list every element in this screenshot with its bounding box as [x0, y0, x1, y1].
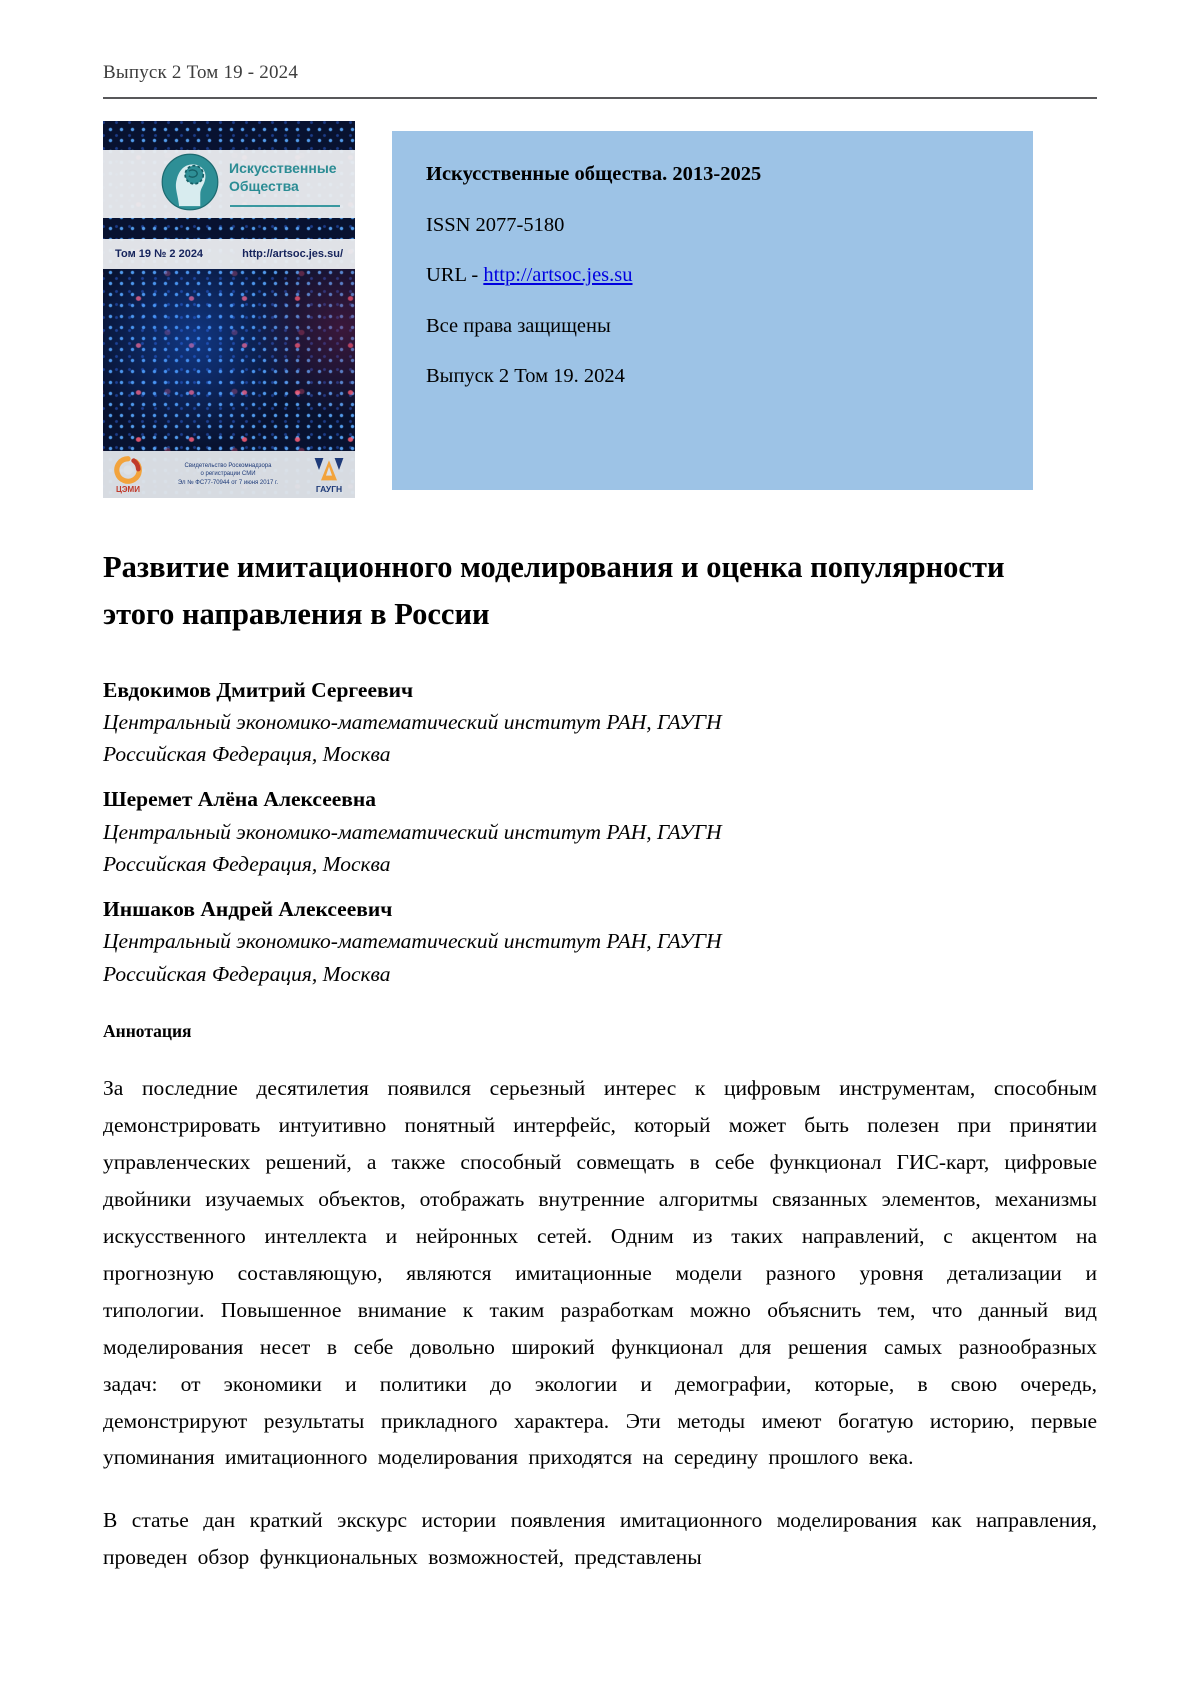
cover-volume-text: Том 19 № 2 2024 [115, 248, 204, 260]
gaugn-label: ГАУГН [315, 483, 343, 494]
author-name: Иншаков Андрей Алексеевич [103, 897, 393, 922]
journal-header-row [103, 121, 1097, 498]
cover-journal-name: Искусственные Общества [229, 160, 337, 195]
author-block [103, 783, 1097, 880]
journal-url-link[interactable]: http://artsoc.jes.su [483, 264, 633, 286]
journal-rights: Все права защищены [426, 314, 611, 337]
author-name: Евдокимов Дмитрий Сергеевич [103, 677, 414, 702]
author-block [103, 893, 1097, 990]
gaugn-logo-block [313, 456, 345, 494]
authors-section [103, 674, 1097, 990]
journal-info-box [392, 131, 1033, 490]
cemi-label: ЦЭМИ [116, 485, 140, 494]
article-title: Развитие имитационного моделирования и оценка популярности этого направления в России [103, 550, 1005, 632]
author-affiliation: Центральный экономико-математический институт РАН, ГАУГН [103, 709, 722, 734]
author-affiliation: Центральный экономико-математический институт РАН, ГАУГН [103, 929, 722, 954]
annotation-heading: Аннотация [103, 1020, 192, 1041]
author-location: Российская Федерация, Москва [103, 851, 391, 876]
cemi-logo-icon [113, 455, 143, 485]
registration-certificate-text: Свидетельство Роскомнадзора о регистрации СМИ Эл № ФС77-70944 от 7 июня 2017 г. [177, 463, 279, 486]
journal-issue: Выпуск 2 Том 19. 2024 [426, 365, 625, 387]
cover-info-band [103, 239, 355, 269]
header-divider [103, 97, 1097, 99]
cover-url-text: http://artsoc.jes.su/ [242, 248, 343, 260]
author-location: Российская Федерация, Москва [103, 961, 391, 986]
cover-logo-subtitle-line [230, 205, 340, 207]
author-location: Российская Федерация, Москва [103, 742, 391, 767]
abstract-paragraph-1: За последние десятилетия появился серьезный интерес к цифровым инструментам, способным демонстрировать интуитивно понятный интерфейс, который может быть полезен при принятии управленческих решений, а также способный совмещать в себе функционал ГИС-карт, цифровые двойники изучаемых объектов, отображать внутренние алгоритмы связанных элементов, механизмы искусственного интеллекта и нейронных сетей. Одним из таких направлений, с акцентом на прогнозную составляющую, являются имитационные модели разного уровня детализации и типологии. Повышенное внимание к таким разработкам можно объяснить тем, что данный вид моделирования несет в себе довольно широкий функционал для решения самых разнообразных задач: от экономики и политики до экологии и демографии, которые, в свою очередь, демонстрируют результаты прикладного характера. Эти методы имеют богатую историю, первые упоминания имитационного моделирования приходятся на середину прошлого века. [103, 1075, 1097, 1470]
gaugn-logo-icon [313, 456, 345, 484]
abstract-paragraph-2: В статье дан краткий экскурс истории появления имитационного моделирования как направления, проведен обзор функциональных возможностей, представлены [103, 1508, 1097, 1570]
journal-cover-image [103, 121, 355, 498]
cover-footer-band [103, 451, 355, 498]
journal-issn: ISSN 2077-5180 [426, 213, 565, 236]
cemi-logo-block [113, 455, 143, 494]
journal-head-logo-icon [161, 153, 219, 211]
journal-url-row [426, 264, 999, 287]
author-block [103, 674, 1097, 771]
journal-url-label: URL - [426, 264, 484, 286]
journal-title: Искусственные общества. 2013-2025 [426, 163, 762, 185]
author-affiliation: Центральный экономико-математический институт РАН, ГАУГН [103, 819, 722, 844]
author-name: Шеремет Алёна Алексеевна [103, 787, 377, 812]
issue-header: Выпуск 2 Том 19 - 2024 [103, 62, 299, 83]
